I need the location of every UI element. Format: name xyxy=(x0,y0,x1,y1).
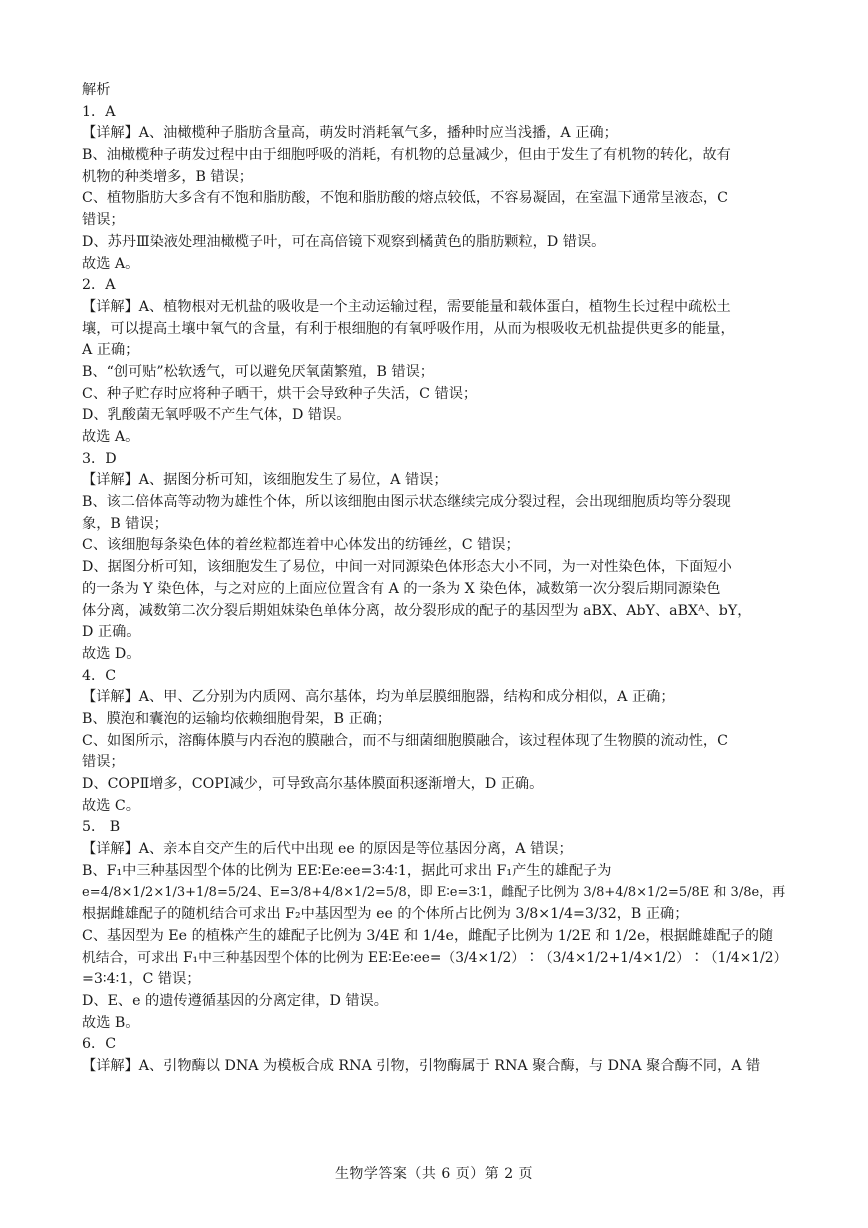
text-line: 象，B 错误； xyxy=(82,515,168,532)
text-line: 3．D xyxy=(82,450,117,467)
text-line: A 正确； xyxy=(82,342,140,359)
text-line: e=4/8×1/2×1/3+1/8=5/24、E=3/8+4/8×1/2=5/8，即 E∶e=3∶1，雌配子比例为 3/8+4/8×1/2=5/8E 和 3/8e，再 xyxy=(82,885,786,901)
text-line: =3∶4∶1，C 错误； xyxy=(82,971,201,988)
text-line: 机物的种类增多，B 错误； xyxy=(82,168,253,185)
text-line: D、苏丹Ⅲ染液处理油橄榄子叶，可在高倍镜下观察到橘黄色的脂肪颗粒，D 错误。 xyxy=(82,233,606,250)
text-line: C、如图所示，溶酶体膜与内吞泡的膜融合，而不与细菌细胞膜融合，该过程体现了生物膜的流动性，C xyxy=(82,732,728,749)
text-line: C、该细胞每条染色体的着丝粒都连着中心体发出的纺锤丝，C 错误； xyxy=(82,537,520,554)
text-line: 解析 xyxy=(82,82,111,98)
text-line: 2．A xyxy=(82,277,116,294)
text-line: 根据雌雄配子的随机结合可求出 F₂中基因型为 ee 的个体所占比例为 3/8×1/4=3/32，B 正确； xyxy=(82,906,689,923)
text-line: 故选 D。 xyxy=(82,645,141,662)
text-line: D、COPⅡ增多，COPⅠ减少，可导致高尔基体膜面积逐渐增大，D 正确。 xyxy=(82,776,544,792)
text-line: 【详解】A、油橄榄种子脂肪含量高，萌发时消耗氧气多，播种时应当浅播，A 正确； xyxy=(82,125,618,142)
text-line: 的一条为 Y 染色体，与之对应的上面应位置含有 A 的一条为 X 染色体，减数第一次分裂后期同源染色 xyxy=(82,580,721,597)
answer-analysis-body xyxy=(82,80,790,1078)
text-line: 错误； xyxy=(82,754,125,771)
text-line: 故选 B。 xyxy=(82,1014,140,1031)
text-line: 5． B xyxy=(82,819,121,836)
text-line: B、油橄榄种子萌发过程中由于细胞呼吸的消耗，有机物的总量减少，但由于发生了有机物的转化，故有 xyxy=(82,147,731,164)
text-line: 【详解】A、甲、乙分别为内质网、高尔基体，均为单层膜细胞器，结构和成分相似，A 正确； xyxy=(82,689,675,706)
text-line: D、据图分析可知，该细胞发生了易位，中间一对同源染色体形态大小不同，为一对性染色体，下面短小 xyxy=(82,559,732,576)
text-line: D 正确。 xyxy=(82,624,141,641)
text-line: B、膜泡和囊泡的运输均依赖细胞骨架，B 正确； xyxy=(82,710,392,727)
text-line: 体分离，减数第二次分裂后期姐妹染色单体分离，故分裂形成的配子的基因型为 aBX、AbY、aBXᴬ、bY， xyxy=(82,602,752,619)
text-line: 壤，可以提高土壤中氧气的含量，有利于根细胞的有氧呼吸作用，从而为根吸收无机盐提供更多的能量， xyxy=(82,320,735,337)
text-line: 错误； xyxy=(82,212,125,229)
text-line: 4．C xyxy=(82,667,117,684)
text-line: 1．A xyxy=(82,103,116,120)
text-line: 故选 C。 xyxy=(82,797,140,814)
text-line: 【详解】A、植物根对无机盐的吸收是一个主动运输过程，需要能量和载体蛋白，植物生长过程中疏松土 xyxy=(82,298,731,315)
text-line: C、植物脂肪大多含有不饱和脂肪酸，不饱和脂肪酸的熔点较低，不容易凝固，在室温下通常呈液态，C xyxy=(82,190,728,207)
text-line: D、E、e 的遗传遵循基因的分离定律，D 错误。 xyxy=(82,992,388,1009)
text-line: 【详解】A、引物酶以 DNA 为模板合成 RNA 引物，引物酶属于 RNA 聚合酶，与 DNA 聚合酶不同，A 错 xyxy=(82,1057,761,1074)
text-line: C、种子贮存时应将种子晒干，烘干会导致种子失活，C 错误； xyxy=(82,385,478,402)
text-line: B、该二倍体高等动物为雄性个体，所以该细胞由图示状态继续完成分裂过程，会出现细胞质均等分裂现 xyxy=(82,494,731,511)
text-line: 机结合，可求出 F₁中三种基因型个体的比例为 EE∶Ee∶ee=（3/4×1/2）∶（3/4×1/2+1/4×1/2）∶（1/4×1/2） xyxy=(82,949,788,966)
page-footer: 生物学答案（共 6 页）第 2 页 xyxy=(334,1166,534,1182)
text-line: C、基因型为 Ee 的植株产生的雄配子比例为 3/4E 和 1/4e，雌配子比例为 1/2E 和 1/2e，根据雌雄配子的随 xyxy=(82,927,774,944)
text-line: B、“创可贴”松软透气，可以避免厌氧菌繁殖，B 错误； xyxy=(82,363,434,380)
text-line: 6．C xyxy=(82,1036,117,1053)
text-line: 故选 A。 xyxy=(82,429,140,445)
text-line: 【详解】A、据图分析可知，该细胞发生了易位，A 错误； xyxy=(82,472,448,489)
text-line: 故选 A。 xyxy=(82,255,140,272)
text-line: D、乳酸菌无氧呼吸不产生气体，D 错误。 xyxy=(82,407,351,424)
text-line: B、F₁中三种基因型个体的比例为 EE∶Ee∶ee=3∶4∶1，据此可求出 F₁产生的雄配子为 xyxy=(82,862,612,879)
text-line: 【详解】A、亲本自交产生的后代中出现 ee 的原因是等位基因分离，A 错误； xyxy=(82,841,573,858)
